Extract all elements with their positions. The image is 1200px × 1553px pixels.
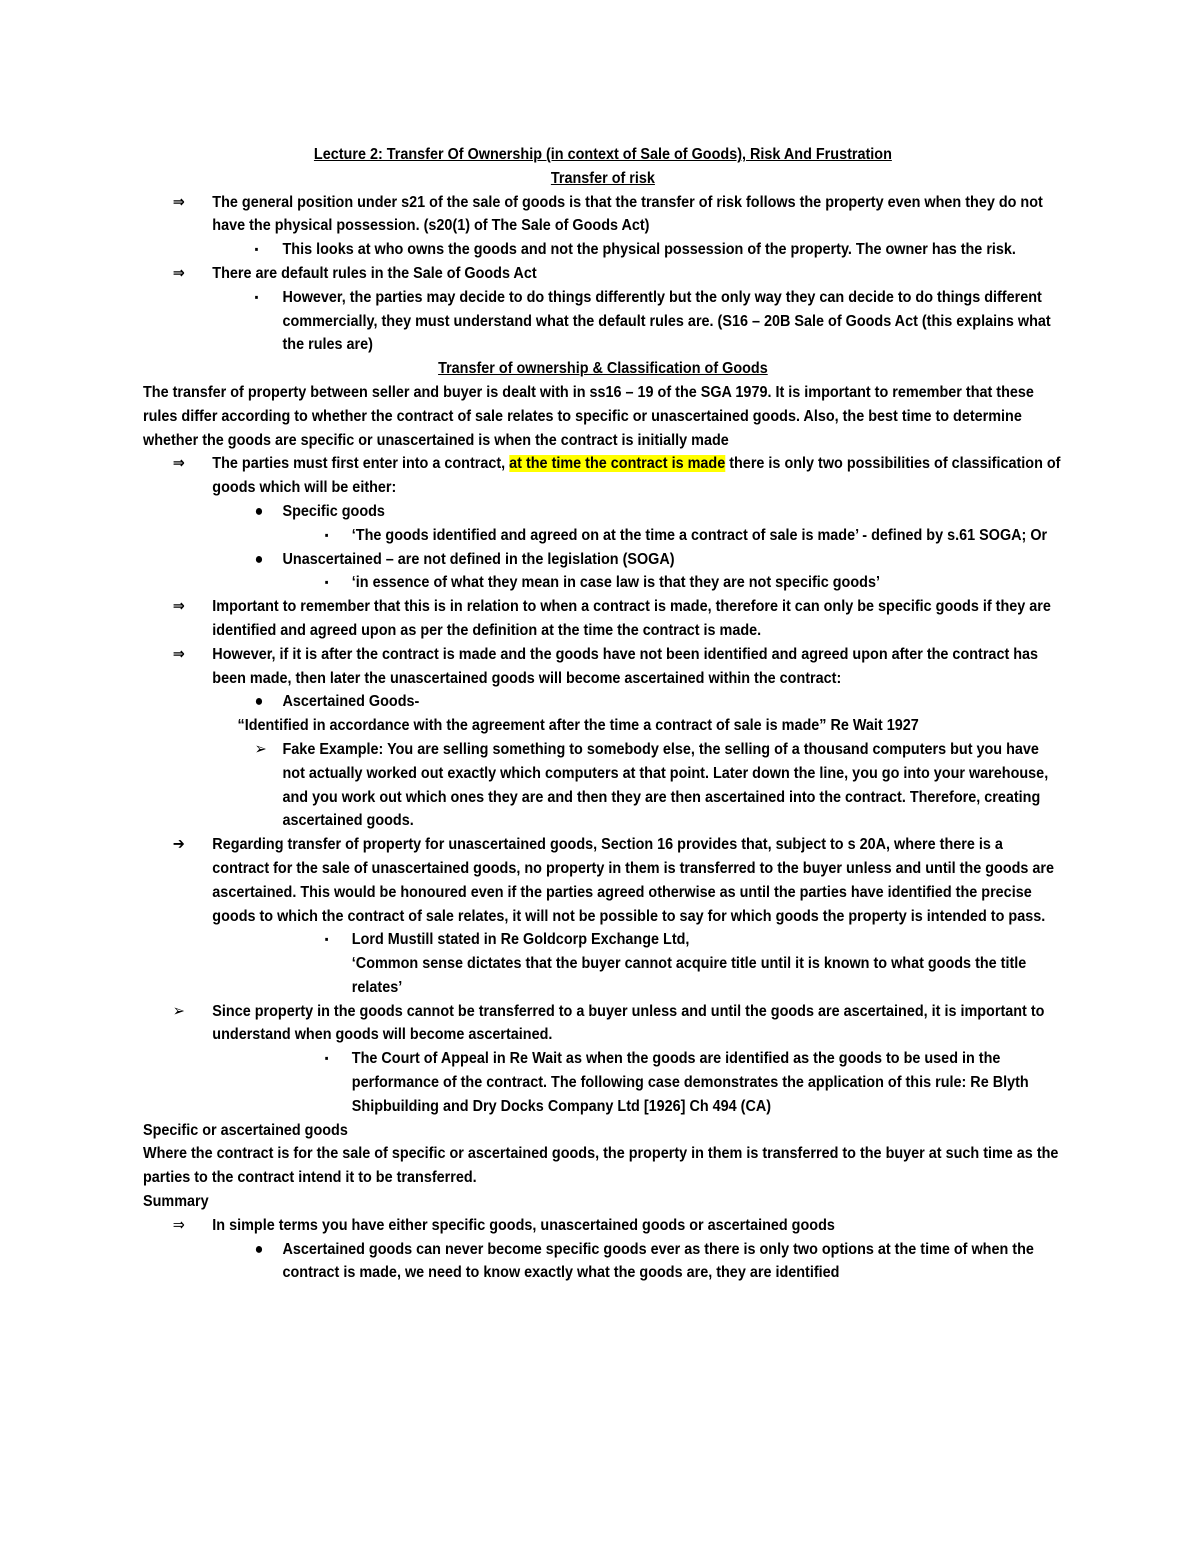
bullet-icon: ● [254, 550, 264, 568]
arrowhead-icon: ➢ [254, 740, 267, 758]
heading-transfer-of-ownership: Transfer of ownership & Classification of Goods [438, 360, 768, 378]
square-bullet-icon: ▪ [324, 1051, 329, 1066]
paragraph: Where the contract is for the sale of specific or ascertained goods, the property in them is transferred to the buyer at such time as the parties to the contract intend it to be transferred. [143, 1145, 1059, 1187]
list-item: ▪ However, the parties may decide to do things differently but the only way they can decide to do things different commercially, they must understand what the default rules are. (S16 – 20B Sale of Goods Act (this explains what the rules are) [143, 286, 1063, 357]
section-heading-summary: Summary [143, 1193, 209, 1211]
list-item: ▪ The Court of Appeal in Re Wait as when the goods are identified as the goods to be used in the performance of the contract. The following case demonstrates the application of this rule: Re Blyth Shipbuilding and Dry Docks Company Ltd [1926] Ch 494 (CA) [143, 1047, 1063, 1118]
bullet-icon: ● [254, 502, 264, 520]
list-item: ▪ ‘in essence of what they mean in case law is that they are not specific goods’ [143, 571, 1063, 595]
list-item: ⇒ Important to remember that this is in relation to when a contract is made, therefore it can only be specific goods if they are identified and agreed upon as per the definition at the time the contract is made. [143, 595, 1063, 643]
list-item: ⇒ In simple terms you have either specific goods, unascertained goods or ascertained goods [143, 1214, 1063, 1238]
document-title: Lecture 2: Transfer Of Ownership (in context of Sale of Goods), Risk And Frustration [313, 146, 892, 163]
list-item: ⇒ The general position under s21 of the sale of goods is that the transfer of risk follows the property even when they do not have the physical possession. (s20(1) of The Sale of Goods Act) [143, 191, 1063, 239]
quote-text: ‘Common sense dictates that the buyer cannot acquire title until it is known to what goods the title relates’ [351, 955, 1027, 996]
list-item: ➢ Fake Example: You are selling something to somebody else, the selling of a thousand computers but you have not actually worked out exactly which computers at that point. Later down the line, you go into your warehouse, and you work out which ones they are and then they are then ascertained into the contract. Therefore, creating ascertained goods. [143, 738, 1063, 833]
bold-arrow-icon: ➔ [172, 836, 185, 854]
intro-paragraph: The transfer of property between seller and buyer is dealt with in ss16 – 19 of the SGA 1979. It is important to remember that these rules differ according to whether the contract of sale relates to specific or unascertained goods. Also, the best time to determine whether the goods are specific or unascertained is when the contract is initially made [143, 383, 1034, 449]
square-bullet-icon: ▪ [324, 527, 329, 542]
heading-transfer-of-risk: Transfer of risk [550, 169, 655, 187]
double-arrow-icon: ⇒ [172, 598, 185, 616]
double-arrow-icon: ⇒ [172, 264, 185, 282]
highlighted-text: at the time the contract is made [509, 455, 726, 473]
list-item: ➢ Since property in the goods cannot be transferred to a buyer unless and until the goods are ascertained, it is important to understand when goods will become ascertained. [143, 1000, 1063, 1048]
list-item: ● Specific goods [143, 500, 1063, 524]
list-item: ● Ascertained goods can never become specific goods ever as there is only two options at the time of when the contract is made, we need to know exactly what the goods are, they are identified [143, 1238, 1063, 1286]
list-item: ▪ Lord Mustill stated in Re Goldcorp Exchange Ltd, [143, 928, 1063, 952]
square-bullet-icon: ▪ [324, 575, 329, 590]
list-item: ⇒ There are default rules in the Sale of Goods Act [143, 262, 1063, 286]
quote-text: “Identified in accordance with the agreement after the time a contract of sale is made” Re Wait 1927 [237, 717, 919, 735]
list-item: ● Unascertained – are not defined in the legislation (SOGA) [143, 548, 1063, 572]
list-item: ▪ ‘The goods identified and agreed on at the time a contract of sale is made’ - defined by s.61 SOGA; Or [143, 524, 1063, 548]
section-heading-specific-or-ascertained: Specific or ascertained goods [143, 1121, 348, 1139]
square-bullet-icon: ▪ [324, 932, 329, 947]
list-item: ➔ Regarding transfer of property for unascertained goods, Section 16 provides that, subject to s 20A, where there is a contract for the sale of unascertained goods, no property in them is transferred to the buyer unless and until the goods are ascertained. This would be honoured even if the parties agreed otherwise as until the parties have identified the precise goods to which the contract of sale relates, it will not be possible to say for which goods the property is intended to pass. [143, 833, 1063, 928]
double-arrow-icon: ⇒ [172, 455, 185, 473]
list-item: ● Ascertained Goods- [143, 690, 1063, 714]
list-item: ⇒ The parties must first enter into a contract, at the time the contract is made there is only two possibilities of classification of goods which will be either: [143, 452, 1063, 500]
document-page [143, 143, 1063, 1285]
square-bullet-icon: ▪ [254, 242, 259, 257]
square-bullet-icon: ▪ [254, 289, 259, 304]
bullet-icon: ● [254, 1240, 264, 1258]
list-item: ▪ This looks at who owns the goods and not the physical possession of the property. The owner has the risk. [143, 238, 1063, 262]
thin-arrow-icon: ⇒ [172, 1216, 185, 1234]
bullet-icon: ● [254, 693, 264, 711]
double-arrow-icon: ⇒ [172, 193, 185, 211]
double-arrow-icon: ⇒ [172, 645, 185, 663]
arrowhead-icon: ➢ [172, 1002, 185, 1020]
list-item: ⇒ However, if it is after the contract is made and the goods have not been identified and agreed upon after the contract has been made, then later the unascertained goods will become ascertained within the contract: [143, 643, 1063, 691]
